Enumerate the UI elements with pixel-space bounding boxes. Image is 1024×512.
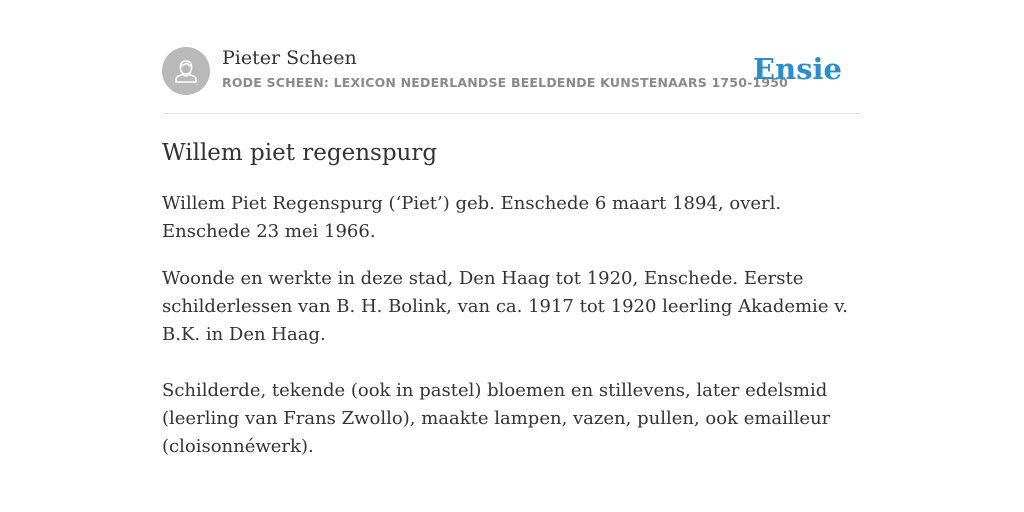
author-avatar[interactable] [162,47,210,95]
article-card [162,0,862,512]
source-title[interactable]: RODE SCHEEN: LEXICON NEDERLANDSE BEELDENDE KUNSTENAARS 1750-1950 [222,75,789,90]
article-paragraph: Willem Piet Regenspurg (‘Piet’) geb. Enschede 6 maart 1894, overl. Enschede 23 mei 1966. [162,193,782,242]
article-title: Willem piet regenspurg [162,140,438,166]
user-icon [162,47,210,95]
article-body [162,190,862,480]
author-name[interactable]: Pieter Scheen [222,47,357,69]
article-header [162,46,862,96]
header-divider [162,113,862,114]
article-paragraph: Woonde en werkte in deze stad, Den Haag tot 1920, Enschede. Eerste schilderlessen van B. H. Bolink, van ca. 1917 tot 1920 leerling Akademie v. B.K. in Den Haag. Schilderde, tekende (ook in pastel) bloemen en stillevens, later edelsmid (leerling van Frans Zwollo), maakte lampen, vazen, pullen, ook emailleur (cloisonnéwerk). [162,268,848,457]
ensie-logo[interactable]: Ensie [753,52,842,86]
